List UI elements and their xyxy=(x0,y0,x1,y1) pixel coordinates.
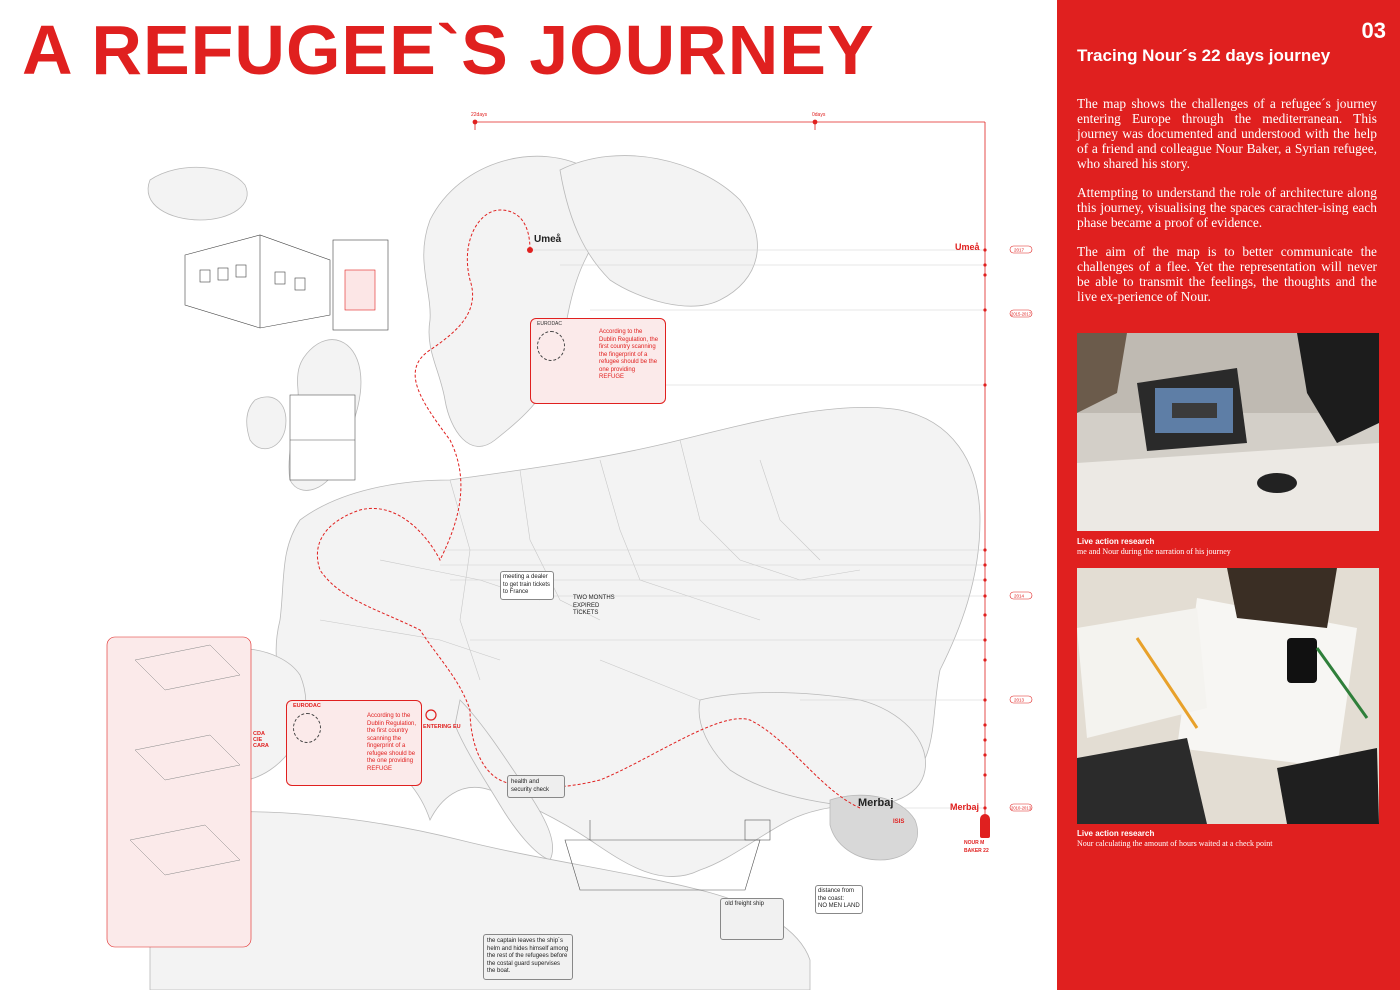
photo-calculation xyxy=(1077,568,1379,824)
year-2010-2013: 2010-2013 xyxy=(1011,805,1032,811)
year-2015-2017: 2015-2017 xyxy=(1011,311,1032,317)
panel-subtitle: Tracing Nour´s 22 days journey xyxy=(1077,46,1331,65)
room-sketch-north xyxy=(290,395,355,480)
caption-calculation-text: Nour calculating the amount of hours waited at a check point xyxy=(1077,839,1273,848)
nour-figure-icon xyxy=(980,814,990,838)
cda-line-1: CDA xyxy=(253,731,265,737)
timeline-umea: Umeå xyxy=(955,242,980,252)
two-months-note: TWO MONTHS EXPIRED TICKETS xyxy=(573,595,615,616)
europe-landmass xyxy=(148,156,980,990)
dublin-text-north-body: According to the Dublin Regulation, the first country scanning the fingerprint of a refugee should be the one providing xyxy=(599,329,659,373)
year-badges xyxy=(1010,246,1032,811)
info-panel xyxy=(1057,0,1400,990)
dublin-text-south xyxy=(367,713,417,773)
paragraph-1: The map shows the challenges of a refugee´s journey entering Europe through the mediterranean. This journey was documented and understood with the help of a friend and colleague Nour Baker, a Syrian refugee, who shared his story. xyxy=(1077,96,1377,171)
year-2014: 2014 xyxy=(1014,593,1025,599)
no-men-land-b: NO MEN LAND xyxy=(818,903,860,909)
year-2013: 2013 xyxy=(1014,697,1025,703)
fingerprint-icon-north xyxy=(537,331,565,361)
timeline-end-label: 0days xyxy=(812,112,826,118)
no-men-land-a: distance from the coast: xyxy=(818,888,855,902)
caption-narration xyxy=(1077,537,1377,557)
caption-narration-title: Live action research xyxy=(1077,537,1155,546)
caption-calculation xyxy=(1077,829,1377,849)
eurodac-box-south xyxy=(286,700,422,786)
panel-body xyxy=(1077,96,1377,318)
freight-ship-label: old freight ship xyxy=(725,901,765,907)
photo-narration-image xyxy=(1077,333,1379,531)
dublin-text-north xyxy=(599,329,661,382)
cda-line-2: CIE xyxy=(253,737,263,743)
nour-label: NOUR M BAKER 22 xyxy=(964,840,989,854)
refuge-north: REFUGE xyxy=(599,374,625,380)
interior-sketch-umea xyxy=(333,240,388,330)
umea-label: Umeå xyxy=(534,234,562,245)
building-sketch-umea xyxy=(185,235,330,328)
entering-eu-label: ENTERING EU xyxy=(423,724,461,730)
page-number: 03 xyxy=(1361,18,1386,43)
freight-ship-note xyxy=(720,898,784,940)
photo-narration xyxy=(1077,333,1379,531)
health-check-note: health and security check xyxy=(507,775,565,798)
eurodac-label-north: EURODAC xyxy=(537,321,563,327)
eurodac-box-north xyxy=(530,318,666,404)
year-2017: 2017 xyxy=(1014,247,1025,253)
isis-label: ISIS xyxy=(893,819,905,825)
timeline-start-label: 22days xyxy=(471,112,488,118)
journey-map xyxy=(0,100,1057,990)
umea-marker xyxy=(527,247,533,253)
caption-narration-text: me and Nour during the narration of his journey xyxy=(1077,547,1231,556)
refuge-south: REFUGE xyxy=(367,765,393,772)
paragraph-2: Attempting to understand the role of architecture along this journey, visualising the spaces carachter-ising each phase became a proof of evidence. xyxy=(1077,185,1377,230)
page-title: A REFUGEE`S JOURNEY xyxy=(22,11,875,89)
cda-line-3: CARA xyxy=(253,743,269,749)
captain-note: the captain leaves the ship´s helm and hides himself among the rest of the refugees before the costal guard supervises the boat. xyxy=(483,934,573,980)
cda-building-sketch xyxy=(107,637,251,947)
eurodac-label-south: EURODAC xyxy=(293,703,321,709)
no-men-land-note xyxy=(815,885,863,914)
timeline-merbaj: Merbaj xyxy=(950,802,980,812)
merbaj-label: Merbaj xyxy=(858,797,894,809)
paragraph-3: The aim of the map is to better communicate the challenges of a flee. Yet the representation will never be able to transmit the feelings, the thoughts and the live ex-perience of Nour. xyxy=(1077,244,1377,304)
fingerprint-icon-south xyxy=(293,713,321,743)
dublin-text-south-body: According to the Dublin Regulation, the first country scanning the fingerprint of a refugee should be the one providing xyxy=(367,713,417,764)
dealer-note: meeting a dealer to get train tickets to France xyxy=(500,571,554,600)
photo-calculation-image xyxy=(1077,568,1379,824)
caption-calculation-title: Live action research xyxy=(1077,829,1155,838)
